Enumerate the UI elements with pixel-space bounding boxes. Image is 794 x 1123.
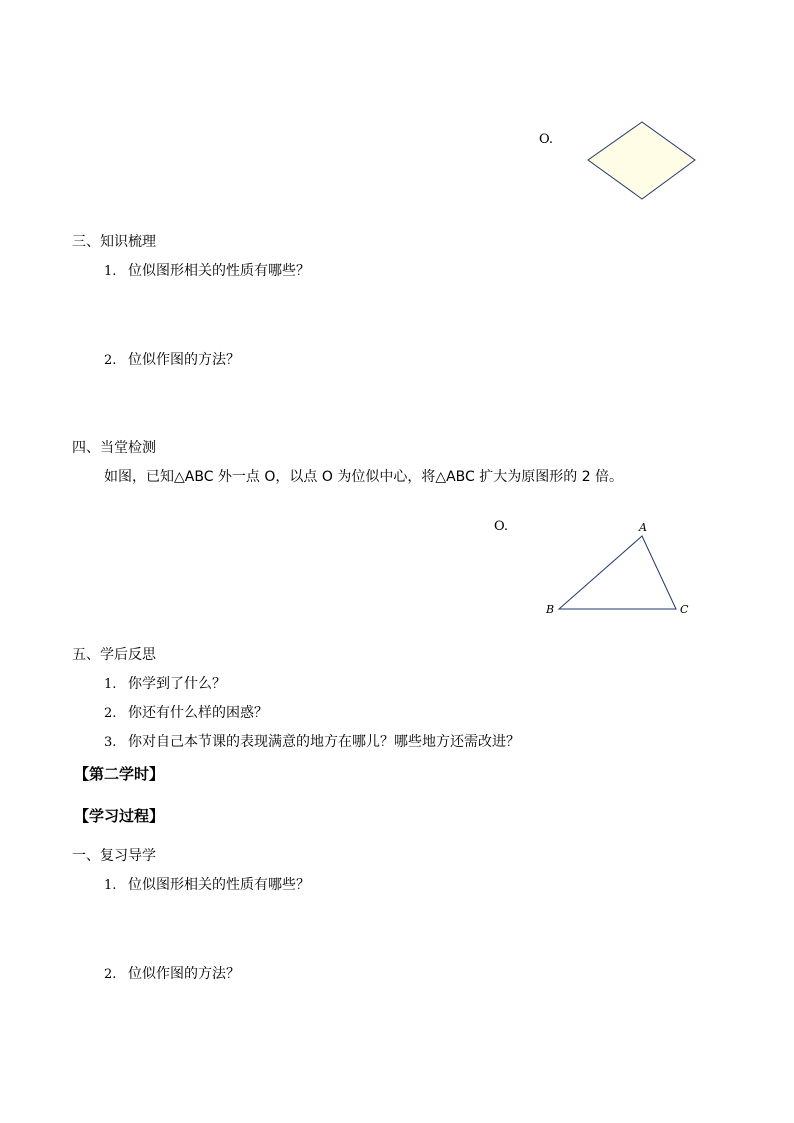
section1-item-1-text: 位似图形相关的性质有哪些？ [128, 877, 310, 893]
triangle-abc-shape [559, 536, 676, 609]
section1-item-1-num: 1. [104, 878, 117, 893]
rhombus-figure [584, 118, 704, 204]
section1-item-2-text: 位似作图的方法？ [128, 966, 240, 982]
point-o-label-2: O. [494, 519, 509, 534]
section1-heading: 一、复习导学 [72, 848, 156, 864]
point-o-label-1: O. [539, 132, 554, 147]
section5-item-1-num: 1. [104, 677, 117, 692]
section5-item-3 [104, 733, 520, 752]
section5-item-2-text: 你还有什么样的困惑？ [128, 705, 268, 721]
section1-item-1 [104, 876, 310, 895]
section3-heading: 三、知识梳理 [72, 234, 156, 250]
rhombus-shape [588, 122, 695, 199]
section5-item-1-text: 你学到了什么？ [128, 676, 226, 692]
section4-question: 如图，已知△ABC 外一点 O，以点 O 为位似中心，将△ABC 扩大为原图形的 2 倍。 [104, 469, 624, 485]
section1-item-2-num: 2. [104, 967, 117, 982]
section5-item-1 [104, 675, 226, 694]
section3-item-1-num: 1. [104, 264, 117, 279]
section3-item-2-num: 2. [104, 353, 117, 368]
vertex-c-label: C [680, 603, 689, 616]
vertex-a-label: A [639, 521, 647, 534]
section3-item-2 [104, 351, 240, 370]
section5-item-2 [104, 704, 268, 723]
section5-item-2-num: 2. [104, 706, 117, 721]
section1-item-2 [104, 965, 240, 984]
section4-heading: 四、当堂检测 [72, 440, 156, 456]
section3-item-1-text: 位似图形相关的性质有哪些？ [128, 263, 310, 279]
section3-item-1 [104, 262, 310, 281]
triangle-figure [540, 516, 700, 620]
lesson2-title: 【第二学时】 [74, 765, 165, 783]
vertex-b-label: B [546, 603, 555, 616]
section5-item-3-num: 3. [104, 735, 117, 750]
learning-process-title: 【学习过程】 [74, 807, 165, 825]
section5-heading: 五、学后反思 [72, 647, 156, 663]
section3-item-2-text: 位似作图的方法？ [128, 352, 240, 368]
section5-item-3-text: 你对自己本节课的表现满意的地方在哪儿？哪些地方还需改进？ [128, 734, 520, 750]
